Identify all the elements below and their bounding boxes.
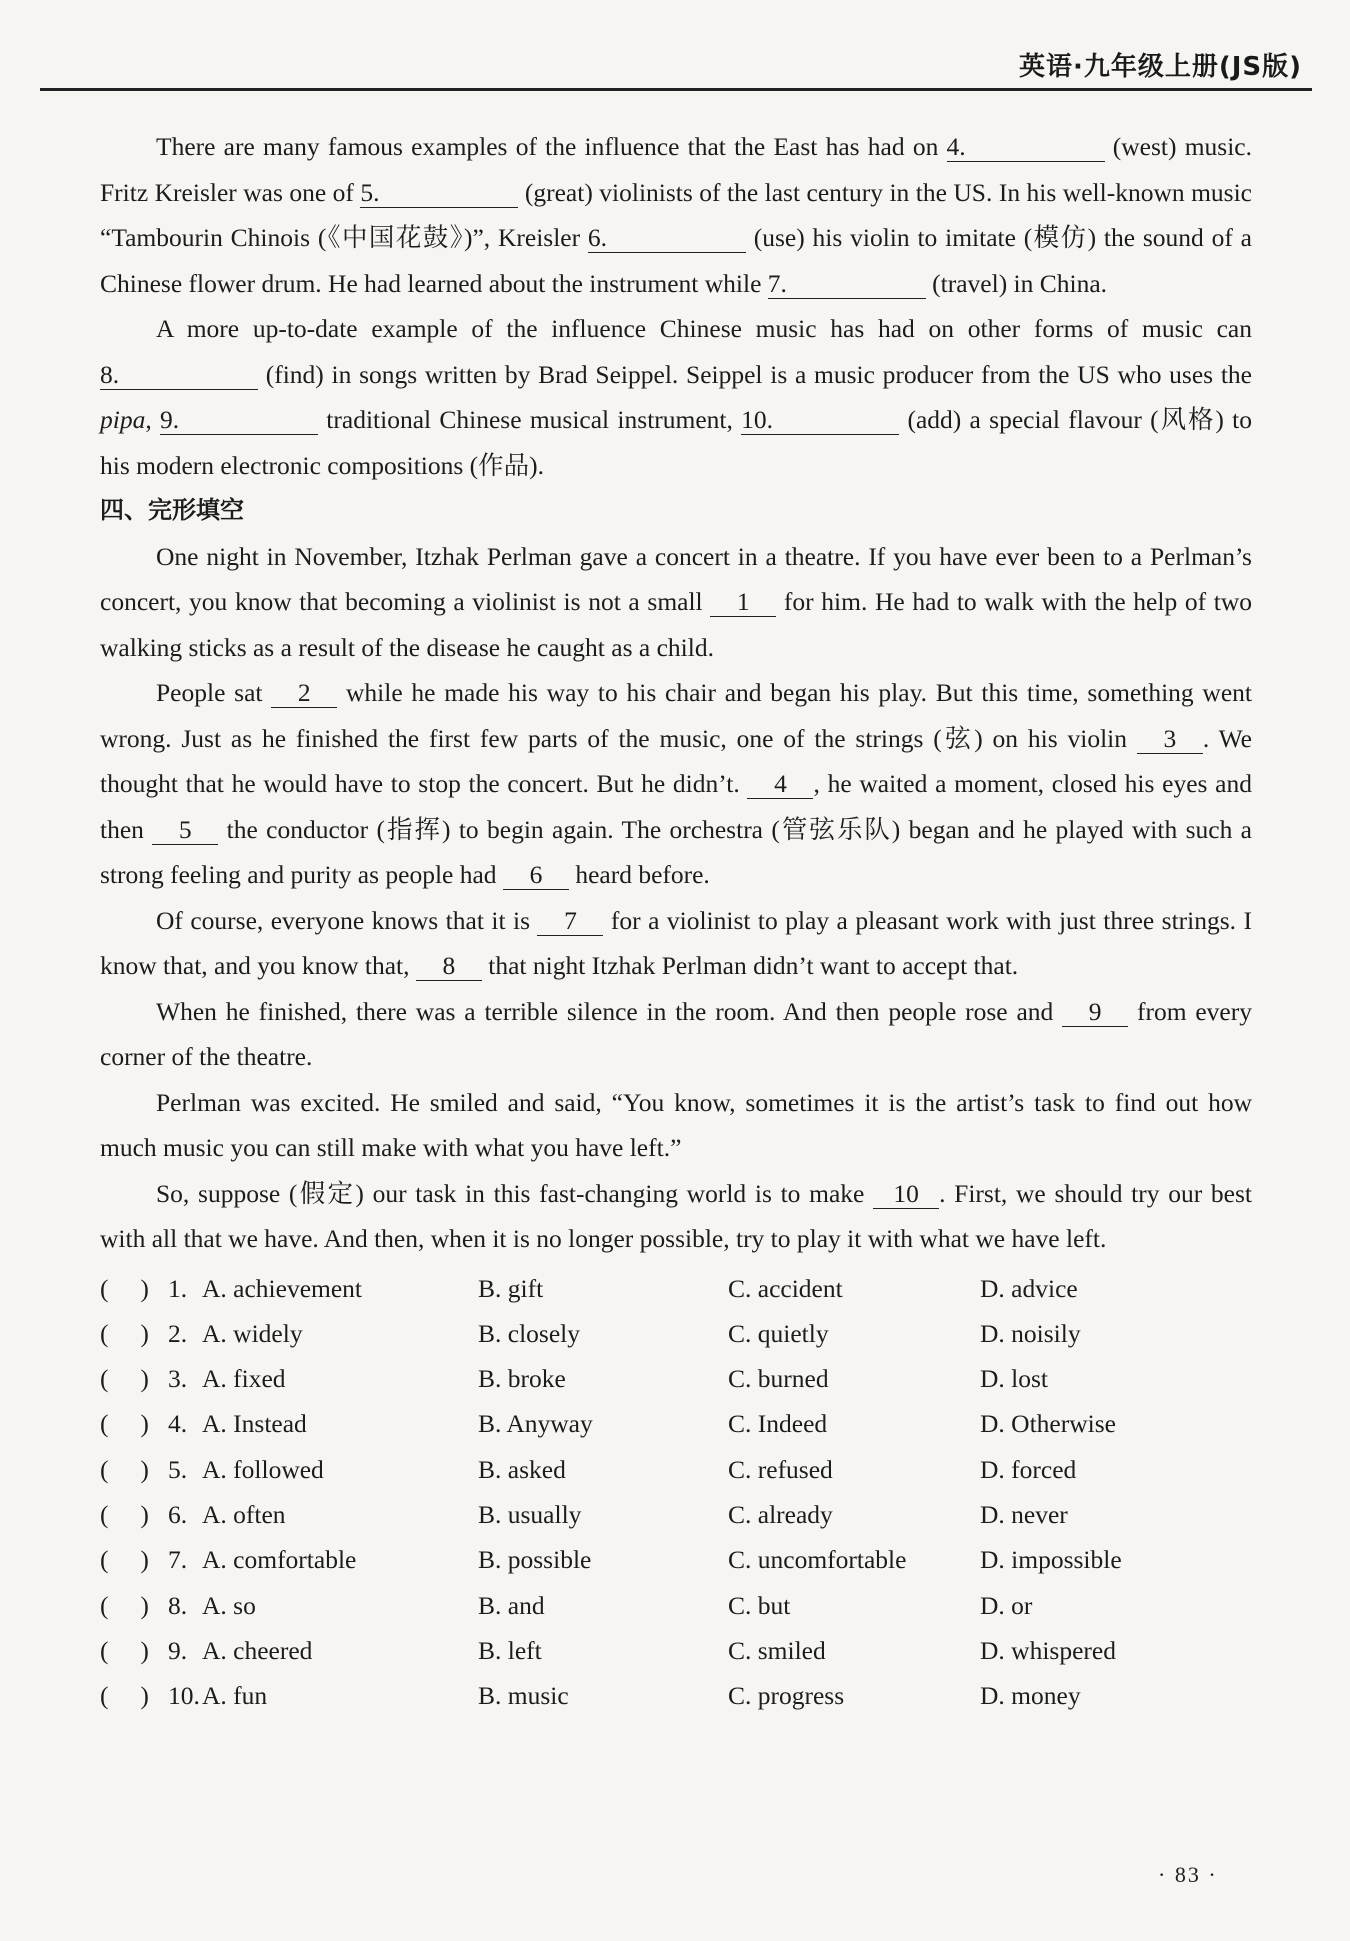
option-d[interactable]: D. Otherwise bbox=[980, 1409, 1116, 1439]
option-c[interactable]: C. burned bbox=[728, 1364, 829, 1394]
option-b[interactable]: B. and bbox=[478, 1590, 545, 1620]
option-a-label: A. widely bbox=[202, 1318, 303, 1348]
cloze-blank-7[interactable]: 7 bbox=[537, 907, 603, 936]
fill-blank-8[interactable]: 8. bbox=[100, 361, 258, 390]
question-number: 7. bbox=[168, 1545, 188, 1575]
option-d[interactable]: D. or bbox=[980, 1590, 1033, 1620]
answer-bracket[interactable]: ( ) bbox=[100, 1364, 149, 1394]
answer-bracket[interactable]: ( ) bbox=[100, 1409, 149, 1439]
option-a-label: A. cheered bbox=[202, 1635, 313, 1665]
option-row bbox=[100, 1356, 1252, 1401]
fill-blank-4[interactable]: 4. bbox=[947, 133, 1105, 162]
page-number: · 83 · bbox=[1158, 1862, 1218, 1887]
option-row bbox=[100, 1401, 1252, 1446]
option-d[interactable]: D. impossible bbox=[980, 1545, 1122, 1575]
section-title: 四、完形填空 bbox=[100, 496, 244, 524]
answer-bracket[interactable]: ( ) bbox=[100, 1681, 149, 1711]
option-c[interactable]: C. progress bbox=[728, 1681, 845, 1711]
option-row bbox=[100, 1673, 1252, 1718]
option-row bbox=[100, 1583, 1252, 1628]
option-row bbox=[100, 1492, 1252, 1537]
option-row bbox=[100, 1628, 1252, 1673]
question-number: 5. bbox=[168, 1454, 188, 1484]
option-a-label: A. achievement bbox=[202, 1273, 363, 1303]
option-a[interactable] bbox=[168, 1537, 478, 1582]
cloze-paragraph: People sat 2 while he made his way to his chair and began his play. But this time, something went wrong. Just as he finished the first few parts of the music, one of the strings (弦) on his violin 3 . We thought that he would have to stop the concert. But he didn’t. 4 , he waited a moment, closed his eyes and then 5 the conductor (指挥) to begin again. The orchestra (管弦乐队) began and he played with such a strong feeling and purity as people had 6 heard before. bbox=[100, 678, 1253, 889]
cloze-blank-6[interactable]: 6 bbox=[503, 861, 569, 890]
option-c[interactable]: C. refused bbox=[728, 1454, 833, 1484]
option-d[interactable]: D. lost bbox=[980, 1364, 1049, 1394]
cloze-blank-4[interactable]: 4 bbox=[747, 770, 813, 799]
option-a-label: A. fun bbox=[202, 1681, 268, 1711]
option-a-label: A. Instead bbox=[202, 1409, 307, 1439]
option-row bbox=[100, 1266, 1252, 1311]
option-a-label: A. fixed bbox=[202, 1364, 286, 1394]
option-row bbox=[100, 1537, 1252, 1582]
header-rule bbox=[40, 88, 1312, 91]
cloze-blank-10[interactable]: 10 bbox=[873, 1180, 939, 1209]
option-c[interactable]: C. accident bbox=[728, 1273, 843, 1303]
option-b[interactable]: B. gift bbox=[478, 1273, 544, 1303]
option-a-label: A. often bbox=[202, 1499, 286, 1529]
answer-bracket[interactable]: ( ) bbox=[100, 1454, 149, 1484]
fill-blank-10[interactable]: 10. bbox=[741, 406, 899, 435]
option-d[interactable]: D. whispered bbox=[980, 1635, 1116, 1665]
option-a[interactable] bbox=[168, 1492, 478, 1537]
cloze-paragraph: Of course, everyone knows that it is 7 for a violinist to play a pleasant work with just three strings. I know that, and you know that, 8 that night Itzhak Perlman didn’t want to accept that. bbox=[100, 905, 1252, 980]
option-c[interactable]: C. quietly bbox=[728, 1318, 829, 1348]
option-d[interactable]: D. advice bbox=[980, 1273, 1078, 1303]
passage-paragraph: A more up-to-date example of the influence Chinese music has had on other forms of music can 8. (find) in songs written by Brad Seippel. Seippel is a music producer from the US who uses the pipa, 9. traditional Chinese musical instrument, 10. (add) a special flavour (风格) to his modern electronic compositions (作品). bbox=[100, 314, 1253, 480]
option-c[interactable]: C. but bbox=[728, 1590, 791, 1620]
option-row bbox=[100, 1447, 1252, 1492]
option-a-label: A. comfortable bbox=[202, 1545, 357, 1575]
question-number: 10. bbox=[168, 1681, 200, 1711]
cloze-paragraph: When he finished, there was a terrible silence in the room. And then people rose and 9 from every corner of the theatre. bbox=[100, 996, 1252, 1071]
cloze-paragraph: One night in November, Itzhak Perlman gave a concert in a theatre. If you have ever been to a Perlman’s concert, you know that becoming a violinist is not a small 1 for him. He had to walk with the help of two walking sticks as a result of the disease he caught as a child. bbox=[100, 541, 1252, 662]
option-a[interactable] bbox=[168, 1583, 478, 1628]
cloze-blank-1[interactable]: 1 bbox=[710, 588, 776, 617]
question-number: 3. bbox=[168, 1364, 188, 1394]
answer-bracket[interactable]: ( ) bbox=[100, 1545, 149, 1575]
answer-bracket[interactable]: ( ) bbox=[100, 1635, 149, 1665]
option-d[interactable]: D. never bbox=[980, 1499, 1068, 1529]
answer-bracket[interactable]: ( ) bbox=[100, 1318, 149, 1348]
option-d[interactable]: D. forced bbox=[980, 1454, 1077, 1484]
cloze-blank-3[interactable]: 3 bbox=[1137, 725, 1203, 754]
option-b[interactable]: B. possible bbox=[478, 1545, 592, 1575]
fill-blank-9[interactable]: 9. bbox=[160, 406, 318, 435]
option-a[interactable] bbox=[168, 1447, 478, 1492]
question-number: 9. bbox=[168, 1635, 188, 1665]
book-title: 英语·九年级上册(JS版) bbox=[1018, 52, 1302, 82]
option-b[interactable]: B. broke bbox=[478, 1364, 566, 1394]
answer-bracket[interactable]: ( ) bbox=[100, 1499, 149, 1529]
option-c[interactable]: C. already bbox=[728, 1499, 833, 1529]
option-b[interactable]: B. Anyway bbox=[478, 1409, 593, 1439]
fill-blank-6[interactable]: 6. bbox=[588, 224, 746, 253]
option-a[interactable] bbox=[168, 1628, 478, 1673]
question-number: 4. bbox=[168, 1409, 188, 1439]
fill-blank-7[interactable]: 7. bbox=[768, 270, 926, 299]
option-a[interactable] bbox=[168, 1673, 478, 1718]
option-c[interactable]: C. smiled bbox=[728, 1635, 826, 1665]
option-a-label: A. so bbox=[202, 1590, 256, 1620]
option-row bbox=[100, 1311, 1252, 1356]
passage-paragraph: There are many famous examples of the influence that the East has had on 4. (west) music. Fritz Kreisler was one of 5. (great) violinists of the last century in the US. In his well-known music “Tambourin Chinois (《中国花鼓》)”, Kreisler 6. (use) his violin to imitate (模仿) the sound of a Chinese flower drum. He had learned about the instrument while 7. (travel) in China. bbox=[100, 132, 1252, 298]
option-b[interactable]: B. music bbox=[478, 1681, 569, 1711]
question-number: 2. bbox=[168, 1318, 188, 1348]
answer-options-table bbox=[100, 1266, 1252, 1719]
answer-bracket[interactable]: ( ) bbox=[100, 1590, 149, 1620]
option-c[interactable]: C. uncomfortable bbox=[728, 1545, 907, 1575]
cloze-blank-9[interactable]: 9 bbox=[1062, 998, 1128, 1027]
option-a[interactable] bbox=[168, 1311, 478, 1356]
cloze-paragraph: Perlman was excited. He smiled and said, “You know, sometimes it is the artist’s task to find out how much music you can still make with what you have left.” bbox=[100, 1087, 1252, 1162]
option-a[interactable] bbox=[168, 1266, 478, 1311]
fill-blank-5[interactable]: 5. bbox=[360, 179, 518, 208]
page-content bbox=[100, 124, 1252, 1718]
question-number: 1. bbox=[168, 1273, 188, 1303]
cloze-blank-5[interactable]: 5 bbox=[152, 816, 218, 845]
option-a[interactable] bbox=[168, 1401, 478, 1446]
cloze-blank-8[interactable]: 8 bbox=[416, 952, 482, 981]
cloze-paragraph: So, suppose (假定) our task in this fast-changing world is to make 10 . First, we should try our best with all that we have. And then, when it is no longer possible, try to play it with what we have left. bbox=[100, 1178, 1252, 1253]
option-b[interactable]: B. closely bbox=[478, 1318, 580, 1348]
option-c[interactable]: C. Indeed bbox=[728, 1409, 828, 1439]
option-b[interactable]: B. asked bbox=[478, 1454, 566, 1484]
option-a[interactable] bbox=[168, 1356, 478, 1401]
option-a-label: A. followed bbox=[202, 1454, 324, 1484]
option-b[interactable]: B. usually bbox=[478, 1499, 582, 1529]
option-d[interactable]: D. noisily bbox=[980, 1318, 1081, 1348]
option-b[interactable]: B. left bbox=[478, 1635, 542, 1665]
question-number: 6. bbox=[168, 1499, 188, 1529]
cloze-blank-2[interactable]: 2 bbox=[271, 679, 337, 708]
question-number: 8. bbox=[168, 1590, 188, 1620]
answer-bracket[interactable]: ( ) bbox=[100, 1273, 149, 1303]
option-d[interactable]: D. money bbox=[980, 1681, 1081, 1711]
